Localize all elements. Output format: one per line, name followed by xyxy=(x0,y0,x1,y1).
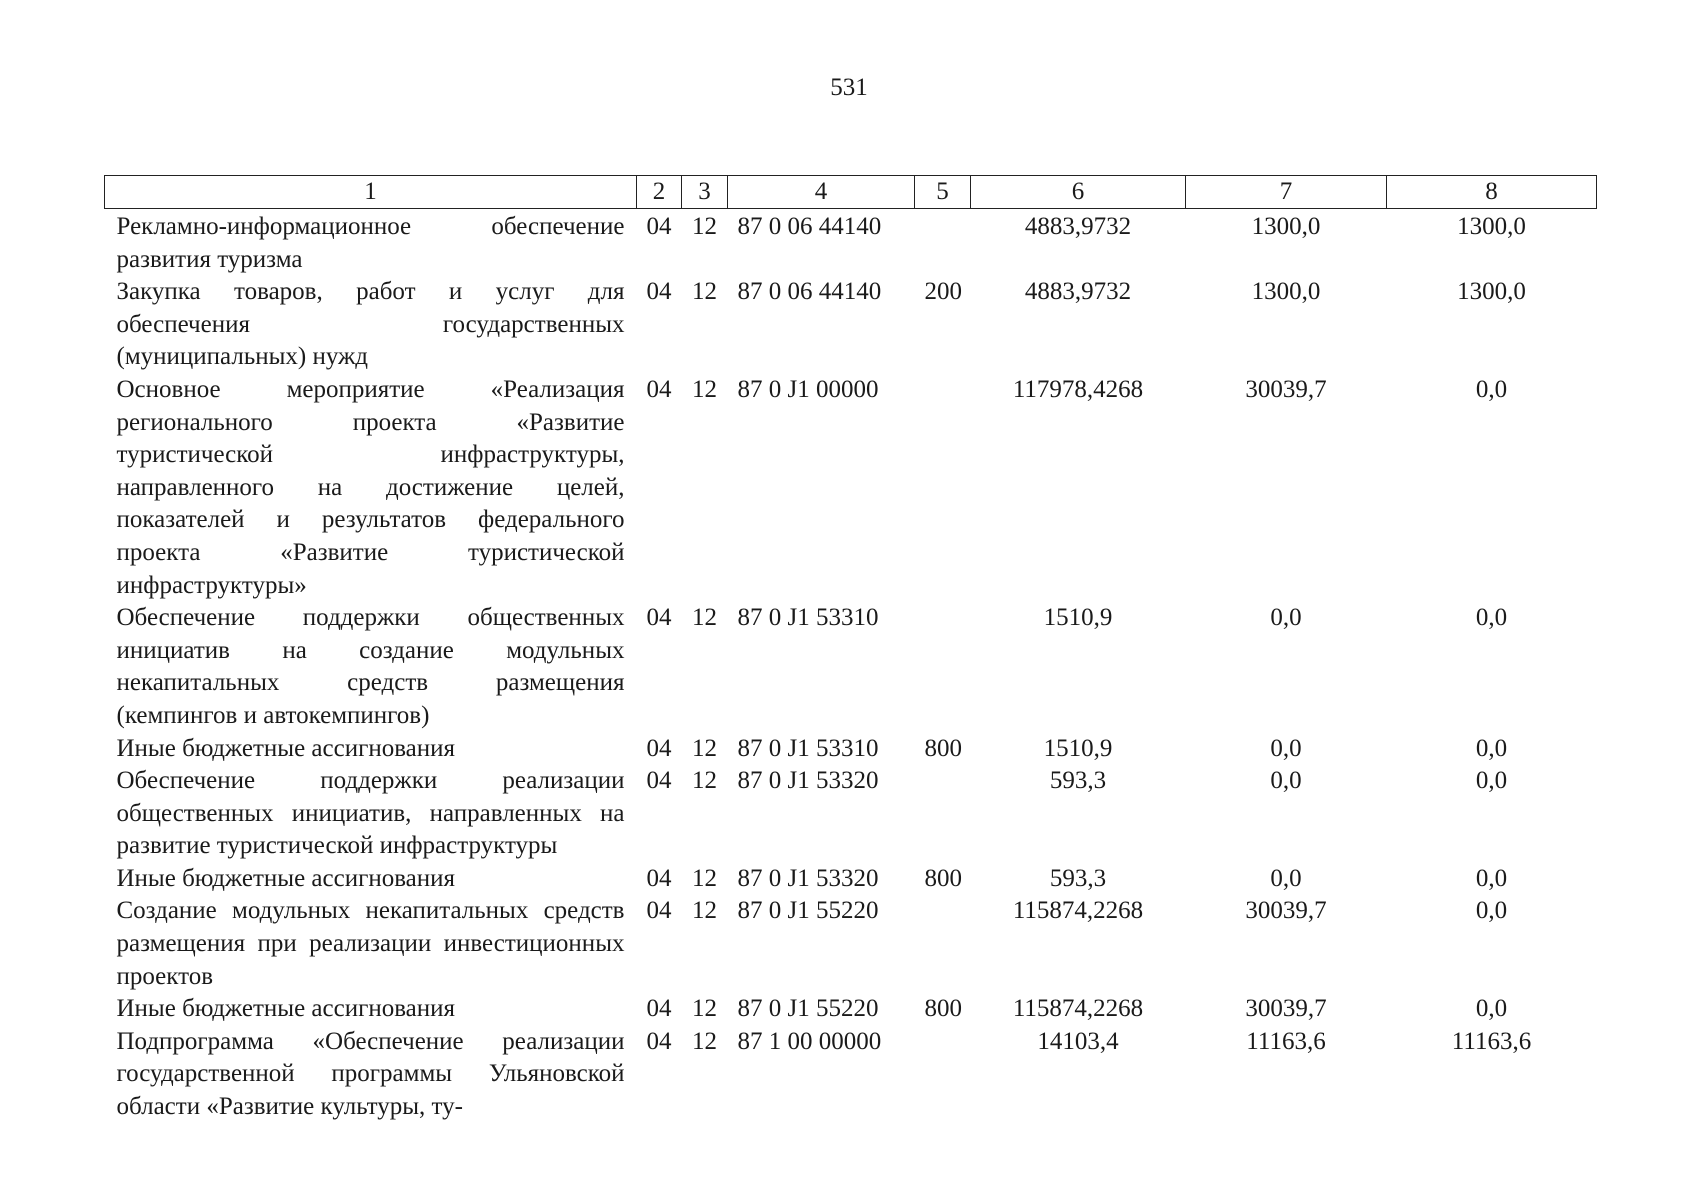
row-name: Иные бюджетные ассигнования xyxy=(116,995,456,1023)
cell-target-article: 87 0 J1 55220 xyxy=(737,897,879,925)
table-row xyxy=(105,209,1597,277)
column-header: 8 xyxy=(1387,176,1597,209)
cell-target-article: 87 1 00 00000 xyxy=(737,1027,882,1055)
cell-expense-type xyxy=(915,374,971,602)
cell-amount-7: 0,0 xyxy=(1270,767,1302,795)
cell-amount-7: 0,0 xyxy=(1270,734,1302,762)
cell-subsection: 12 xyxy=(692,375,717,403)
table-row xyxy=(105,374,1597,602)
cell-target-article: 87 0 J1 55220 xyxy=(737,995,879,1023)
cell-amount-7: 30039,7 xyxy=(1245,897,1327,925)
row-name: Рекламно-информационное обеспечение развития туризма xyxy=(116,213,625,273)
cell-section: 04 xyxy=(646,375,672,403)
cell-amount-6: 4883,9732 xyxy=(1024,278,1132,306)
column-header: 1 xyxy=(105,176,637,209)
cell-amount-6: 593,3 xyxy=(1049,767,1107,795)
cell-amount-6: 1510,9 xyxy=(1043,604,1113,632)
cell-amount-8: 1300,0 xyxy=(1457,278,1526,306)
cell-amount-8: 0,0 xyxy=(1475,604,1508,632)
cell-section: 04 xyxy=(646,995,672,1023)
cell-subsection: 12 xyxy=(692,995,717,1023)
cell-amount-8: 1300,0 xyxy=(1457,213,1526,240)
cell-target-article: 87 0 J1 53310 xyxy=(737,604,879,632)
cell-section: 04 xyxy=(646,604,672,632)
cell-subsection: 12 xyxy=(692,1027,717,1055)
cell-amount-8: 11163,6 xyxy=(1451,1027,1532,1055)
cell-subsection: 12 xyxy=(692,213,717,240)
cell-amount-6: 117978,4268 xyxy=(1012,375,1144,403)
budget-table xyxy=(104,175,1597,1124)
cell-amount-6: 14103,4 xyxy=(1037,1027,1119,1055)
column-header: 7 xyxy=(1186,176,1387,209)
cell-amount-6: 4883,9732 xyxy=(1024,213,1132,240)
row-name: Создание модульных некапитальных средств размещения при реализации инвестиционных проектов xyxy=(116,897,625,990)
cell-section: 04 xyxy=(646,1027,672,1055)
table-row xyxy=(105,276,1597,374)
cell-section: 04 xyxy=(646,278,672,306)
cell-expense-type xyxy=(915,602,971,732)
cell-target-article: 87 0 06 44140 xyxy=(737,213,882,240)
cell-target-article: 87 0 J1 53320 xyxy=(737,864,879,892)
cell-section: 04 xyxy=(646,767,672,795)
cell-amount-7: 1300,0 xyxy=(1251,213,1321,240)
page-number: 531 xyxy=(830,74,868,101)
column-header: 5 xyxy=(915,176,971,209)
cell-subsection: 12 xyxy=(692,864,717,892)
table-row xyxy=(105,895,1597,993)
table-row xyxy=(105,602,1597,732)
cell-amount-7: 30039,7 xyxy=(1245,375,1327,403)
column-header: 6 xyxy=(971,176,1186,209)
cell-subsection: 12 xyxy=(692,767,717,795)
cell-amount-8: 0,0 xyxy=(1475,767,1508,795)
cell-amount-6: 593,3 xyxy=(1049,864,1107,892)
cell-expense-type: 800 xyxy=(924,995,962,1023)
cell-amount-7: 0,0 xyxy=(1270,604,1302,632)
cell-amount-8: 0,0 xyxy=(1475,734,1508,762)
cell-section: 04 xyxy=(646,864,672,892)
table-header xyxy=(105,176,1597,209)
cell-amount-8: 0,0 xyxy=(1475,995,1508,1023)
table-row xyxy=(105,1026,1597,1124)
row-name: Обеспечение поддержки общественных инициатив на создание модульных некапитальных средств размещения (кемпингов и автокемпингов) xyxy=(116,604,625,729)
cell-section: 04 xyxy=(646,897,672,925)
table-row xyxy=(105,733,1597,766)
cell-amount-8: 0,0 xyxy=(1475,864,1508,892)
column-header: 4 xyxy=(728,176,915,209)
row-name: Закупка товаров, работ и услуг для обеспечения государственных (муниципальных) нужд xyxy=(116,278,625,371)
cell-target-article: 87 0 J1 00000 xyxy=(737,375,879,403)
cell-section: 04 xyxy=(646,213,672,240)
table-row xyxy=(105,863,1597,896)
cell-expense-type xyxy=(915,209,971,277)
column-header: 2 xyxy=(637,176,682,209)
cell-target-article: 87 0 J1 53310 xyxy=(737,734,879,762)
cell-subsection: 12 xyxy=(692,604,717,632)
cell-expense-type: 800 xyxy=(924,734,962,762)
cell-subsection: 12 xyxy=(692,278,717,306)
table-body xyxy=(105,209,1597,1124)
cell-expense-type xyxy=(915,1026,971,1124)
cell-amount-7: 30039,7 xyxy=(1245,995,1327,1023)
cell-amount-7: 1300,0 xyxy=(1251,278,1321,306)
cell-amount-6: 1510,9 xyxy=(1043,734,1113,762)
cell-section: 04 xyxy=(646,734,672,762)
cell-amount-8: 0,0 xyxy=(1475,375,1508,403)
header-row xyxy=(105,176,1597,209)
cell-amount-7: 0,0 xyxy=(1270,864,1302,892)
cell-target-article: 87 0 J1 53320 xyxy=(737,767,879,795)
row-name: Иные бюджетные ассигнования xyxy=(116,734,456,762)
column-header: 3 xyxy=(682,176,728,209)
table-row xyxy=(105,993,1597,1026)
row-name: Подпрограмма «Обеспечение реализации государственной программы Ульяновской области «Развитие культуры, ту- xyxy=(116,1027,625,1121)
cell-expense-type xyxy=(915,765,971,863)
cell-expense-type: 800 xyxy=(924,864,962,892)
row-name: Основное мероприятие «Реализация регионального проекта «Развитие туристической инфраструктуры, направленного на достижение целей, показателей и результатов федерального проекта «Развитие туристической инфраструктуры» xyxy=(116,375,625,599)
cell-target-article: 87 0 06 44140 xyxy=(737,278,882,306)
cell-amount-7: 11163,6 xyxy=(1246,1027,1326,1055)
cell-amount-8: 0,0 xyxy=(1475,897,1508,925)
cell-subsection: 12 xyxy=(692,897,717,925)
cell-subsection: 12 xyxy=(692,734,717,762)
cell-amount-6: 115874,2268 xyxy=(1012,897,1144,925)
row-name: Обеспечение поддержки реализации общественных инициатив, направленных на развитие туристической инфраструктуры xyxy=(116,767,625,860)
row-name: Иные бюджетные ассигнования xyxy=(116,864,456,892)
cell-amount-6: 115874,2268 xyxy=(1012,995,1144,1023)
cell-expense-type xyxy=(915,895,971,993)
table-row xyxy=(105,765,1597,863)
cell-expense-type: 200 xyxy=(924,278,962,306)
